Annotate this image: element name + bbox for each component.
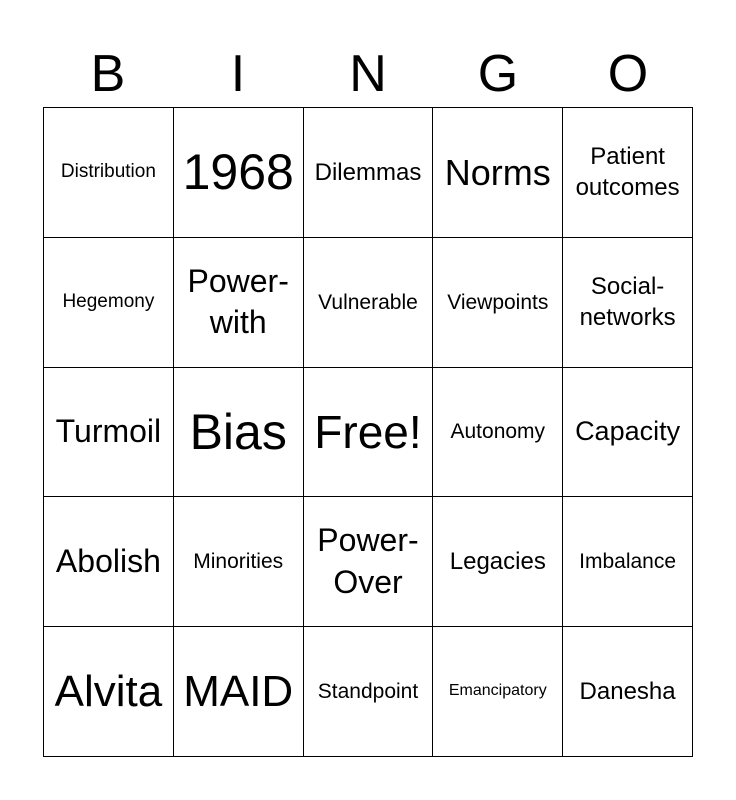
bingo-cell[interactable]	[174, 497, 304, 627]
bingo-cell[interactable]	[563, 108, 693, 238]
cell-text: Minorities	[193, 550, 284, 574]
cell-text: Standpoint	[317, 679, 419, 703]
bingo-cell[interactable]	[44, 627, 174, 757]
bingo-cell[interactable]	[304, 497, 434, 627]
bingo-cell[interactable]	[304, 368, 434, 498]
bingo-cell[interactable]	[433, 238, 563, 368]
cell-text: Capacity	[575, 416, 681, 447]
header-letter-b: B	[90, 45, 126, 103]
bingo-cell[interactable]	[174, 238, 304, 368]
free-space: Free!	[314, 405, 422, 458]
cell-text: Dilemmas	[314, 158, 422, 186]
cell-text: Alvita	[54, 666, 163, 716]
bingo-cell[interactable]	[44, 108, 174, 238]
header-letter-i: I	[230, 45, 246, 103]
bingo-cell[interactable]	[433, 108, 563, 238]
cell-text: Patient outcomes	[575, 143, 680, 202]
cell-text: Danesha	[579, 678, 676, 705]
bingo-cell[interactable]	[44, 238, 174, 368]
cell-text: Legacies	[449, 548, 546, 576]
cell-text: MAID	[183, 666, 294, 716]
cell-text: Power-with	[187, 262, 289, 341]
bingo-cell[interactable]	[563, 368, 693, 498]
bingo-cell[interactable]	[304, 108, 434, 238]
cell-text: Abolish	[55, 542, 161, 579]
bingo-cell[interactable]	[174, 108, 304, 238]
bingo-cell[interactable]	[563, 497, 693, 627]
cell-text: Vulnerable	[318, 290, 418, 314]
cell-text: 1968	[182, 144, 294, 201]
bingo-cell[interactable]	[304, 238, 434, 368]
bingo-cell[interactable]	[563, 238, 693, 368]
bingo-cell[interactable]	[174, 368, 304, 498]
cell-text: Power-Over	[317, 522, 419, 600]
cell-text: Viewpoints	[447, 290, 549, 314]
bingo-cell[interactable]	[433, 368, 563, 498]
bingo-cell[interactable]	[44, 497, 174, 627]
bingo-cell[interactable]	[174, 627, 304, 757]
cell-text: Hegemony	[62, 290, 155, 312]
bingo-cell[interactable]	[44, 368, 174, 498]
bingo-board	[43, 107, 693, 757]
bingo-cell[interactable]	[563, 627, 693, 757]
header-letter-o: O	[607, 45, 649, 103]
cell-text: Distribution	[60, 161, 156, 183]
cell-text: Bias	[189, 403, 287, 460]
header-letter-n: N	[349, 45, 387, 103]
bingo-cell[interactable]	[433, 627, 563, 757]
cell-text: Imbalance	[579, 550, 677, 574]
cell-text: Turmoil	[55, 413, 162, 450]
cell-text: Autonomy	[450, 420, 546, 444]
cell-text: Norms	[444, 151, 551, 193]
bingo-cell[interactable]	[433, 497, 563, 627]
bingo-cell[interactable]	[304, 627, 434, 757]
cell-text: Social-networks	[579, 273, 676, 332]
header-letter-g: G	[477, 45, 519, 103]
cell-text: Emancipatory	[448, 682, 547, 700]
bingo-header	[43, 40, 693, 108]
